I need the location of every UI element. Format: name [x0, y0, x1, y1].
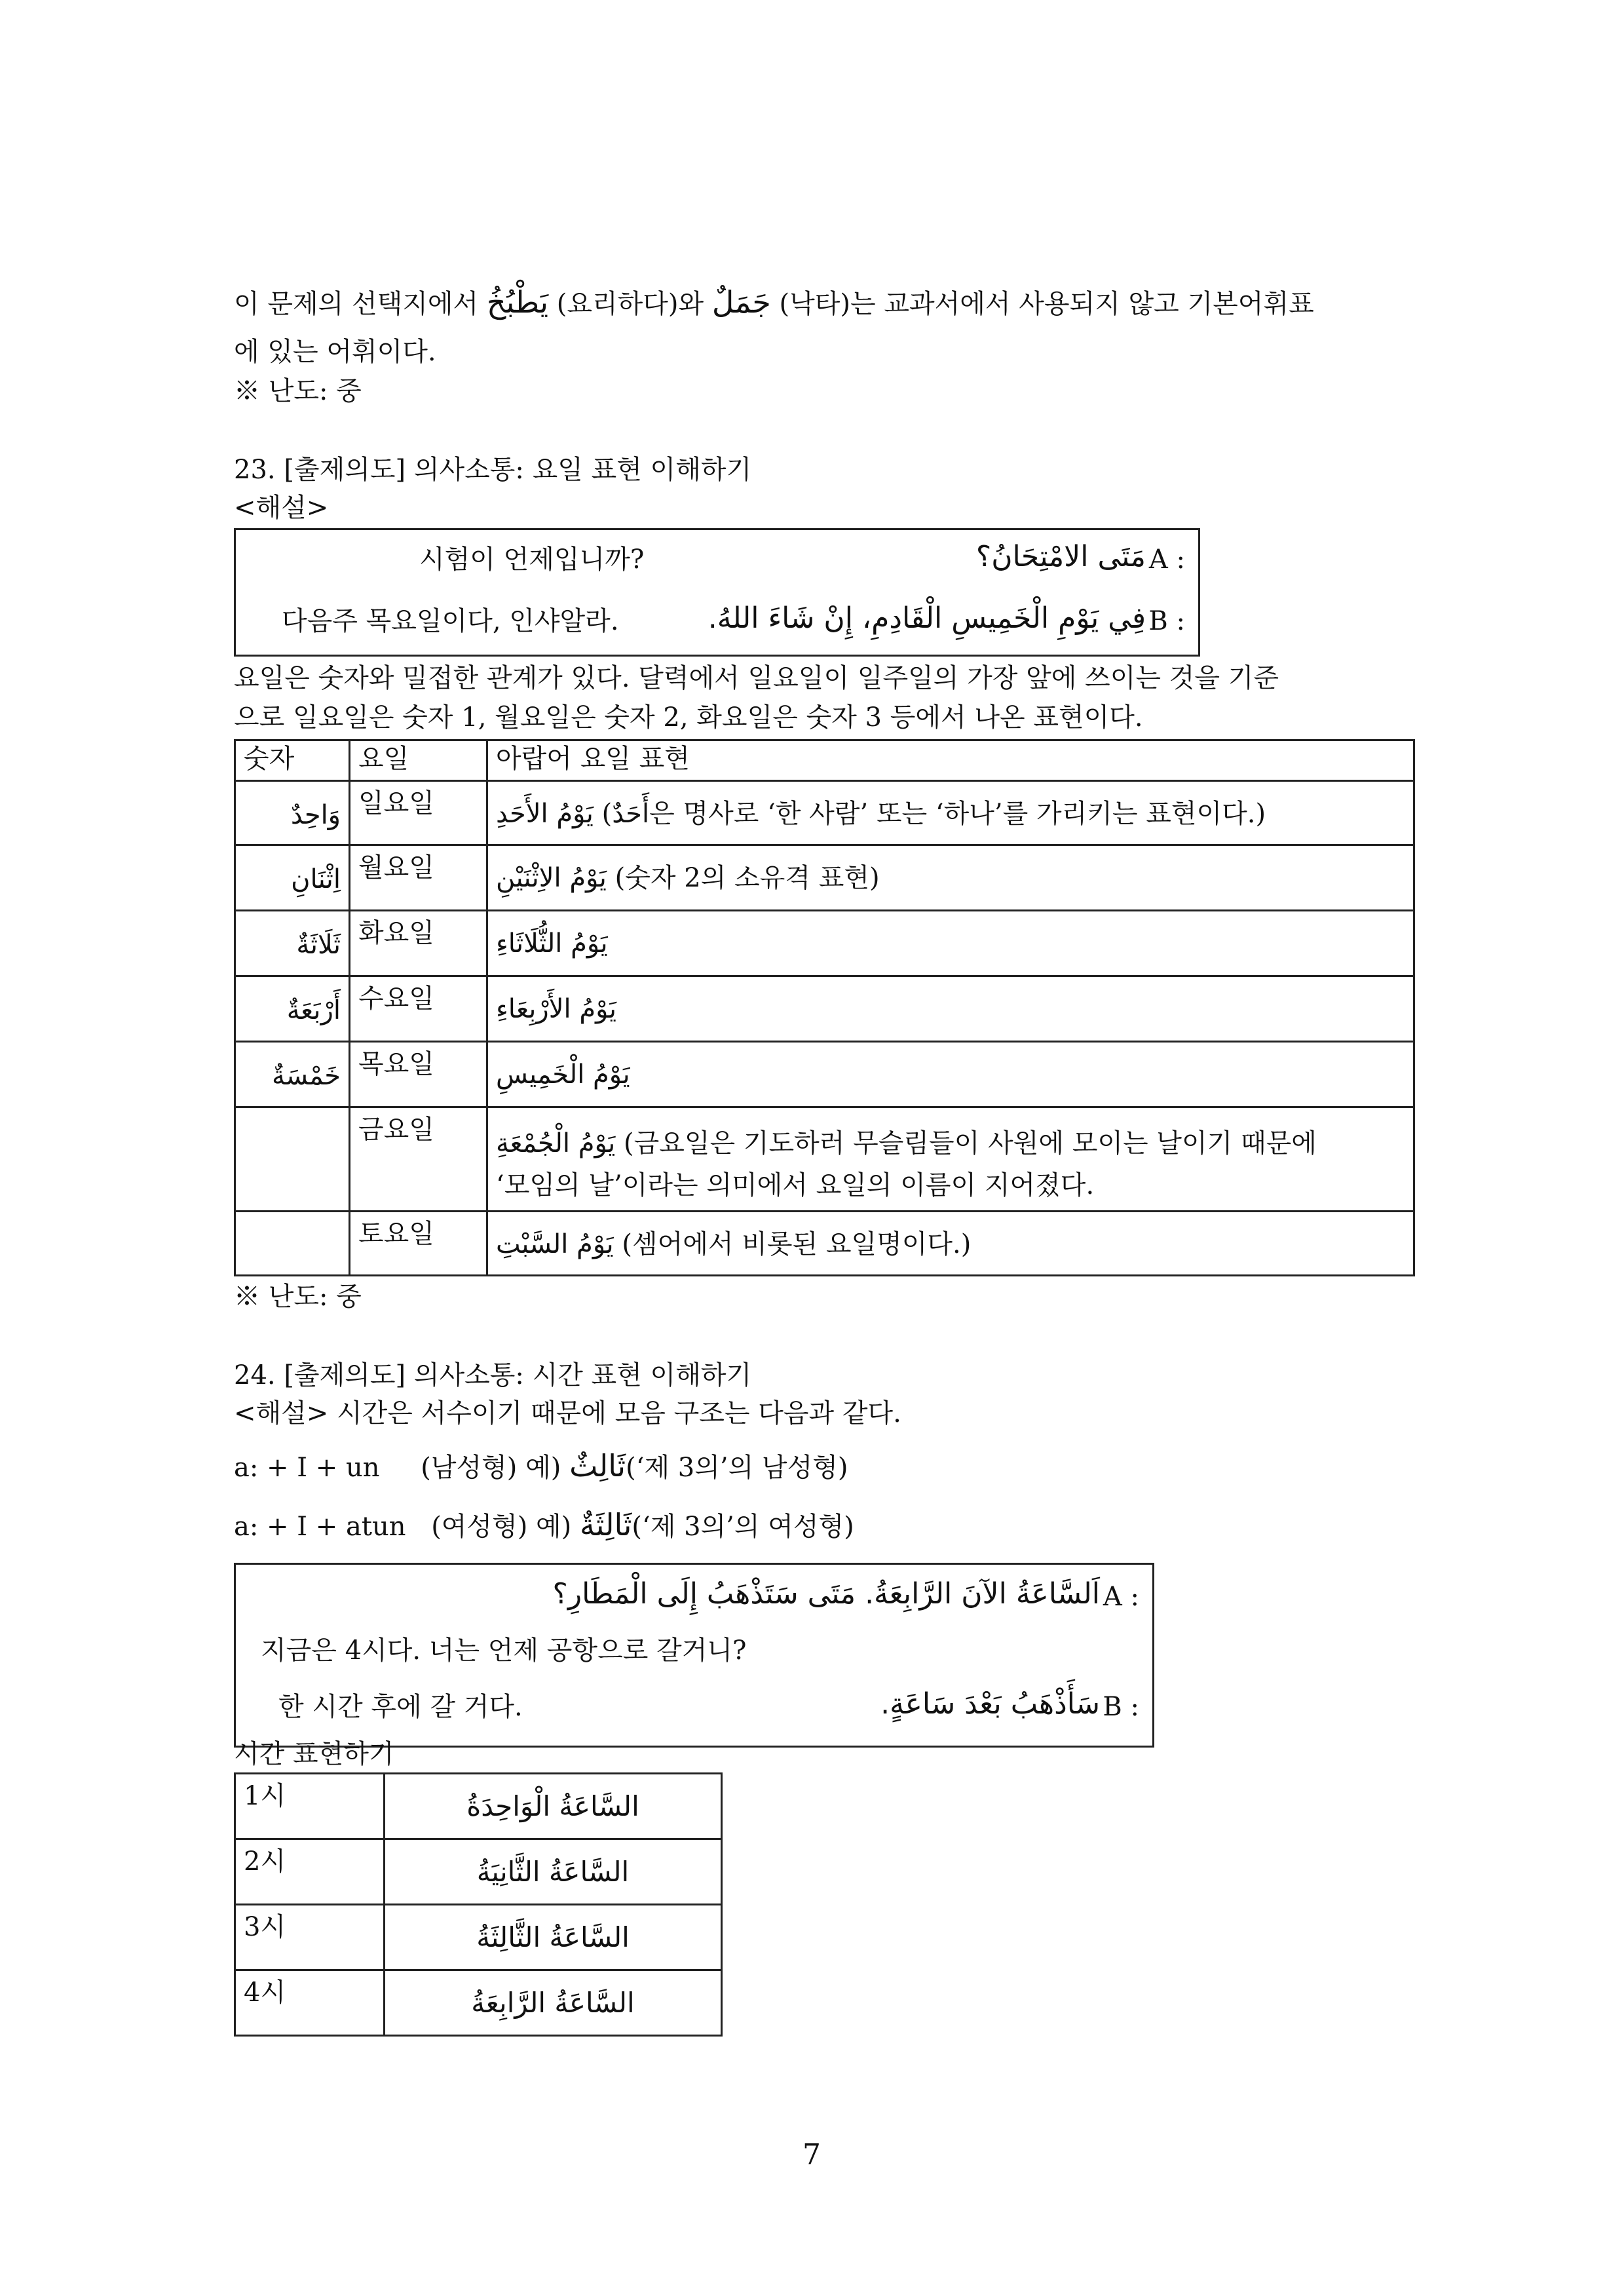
time-arabic: السَّاعَةُ الثَّانِيَةُ [385, 1839, 722, 1905]
number-cell: أَرْبَعَةٌ [235, 976, 350, 1042]
time-table-label: 시간 표현하기 [234, 1739, 394, 1769]
table-header-row [235, 740, 1414, 781]
arabic-word-yatbukhu: يَطْبُخُ [486, 284, 549, 320]
rule-vowel-pattern: a: + I + atun [234, 1512, 406, 1542]
weekday-table [234, 739, 1415, 1276]
q24-label-line: <해설> 시간은 서수이기 때문에 모음 구조는 다음과 같다. [234, 1398, 901, 1428]
q24-dialog-a-speaker: : A [1103, 1582, 1139, 1612]
expression-cell [487, 911, 1414, 976]
time-key: 4시 [235, 1970, 385, 2036]
time-arabic: السَّاعَةُ الرَّابِعَةُ [385, 1970, 722, 2036]
number-cell: ثَلَاثَةٌ [235, 911, 350, 976]
day-cell: 화요일 [350, 911, 487, 976]
expression-cell [487, 1212, 1414, 1276]
day-cell: 일요일 [350, 781, 487, 845]
header-number: 숫자 [235, 740, 350, 781]
q23-dialog-b-speaker: : B [1148, 606, 1185, 636]
intro-difficulty: ※ 난도: 중 [234, 376, 362, 406]
rule-meaning: (‘제 3의’의 여성형) [632, 1512, 854, 1542]
page-number: 7 [803, 2138, 821, 2172]
intro-line-2: 에 있는 어휘이다. [234, 337, 436, 367]
table-row [235, 1970, 722, 2036]
expression-note: (숫자 2의 소유격 표현) [614, 863, 880, 893]
time-key: 3시 [235, 1905, 385, 1970]
intro-line1-mid: (요리하다)와 [556, 289, 704, 319]
arabic-expression: يَوْمُ الْخَمِيسِ [496, 1060, 630, 1090]
time-key: 1시 [235, 1774, 385, 1839]
arabic-expression: يَوْمُ الثُّلَاثَاءِ [496, 928, 608, 959]
intro-line-1 [234, 284, 1314, 322]
q24-rule-masculine [234, 1448, 848, 1485]
q23-dialog-b-ar: فِي يَوْمِ الْخَمِيسِ الْقَادِمِ، إِنْ شَاءَ اللهُ. [708, 602, 1146, 635]
time-arabic: السَّاعَةُ الْوَاحِدَةُ [385, 1774, 722, 1839]
arabic-expression: يَوْمُ الاِثْنَيْنِ [496, 863, 607, 893]
table-row [235, 1212, 1414, 1276]
q23-heading: 23. [출제의도] 의사소통: 요일 표현 이해하기 [234, 455, 752, 485]
expression-cell [487, 1042, 1414, 1107]
q24-dialog-a-ar: اَلسَّاعَةُ الآنَ الرَّابِعَةُ. مَتَى سَتَذْهَبُ إِلَى الْمَطَارِ؟ [552, 1577, 1100, 1611]
q24-dialog-box [234, 1563, 1154, 1748]
arabic-expression: يَوْمُ الْجُمْعَةِ [496, 1128, 616, 1158]
table-row [235, 1774, 722, 1839]
q24-dialog-b-speaker: : B [1103, 1692, 1139, 1722]
header-arabic-expression: 아랍어 요일 표현 [487, 740, 1414, 781]
table-row [235, 1839, 722, 1905]
table-row [235, 911, 1414, 976]
q23-dialog-a-ar: مَتَى الامْتِحَانُ؟ [975, 540, 1146, 573]
rule-vowel-pattern: a: + I + un [234, 1453, 380, 1483]
expression-cell [487, 1107, 1414, 1212]
q23-explain-2: 으로 일요일은 숫자 1, 월요일은 숫자 2, 화요일은 숫자 3 등에서 나온 표현이다. [234, 702, 1143, 733]
q24-dialog-b-ko: 한 시간 후에 갈 거다. [278, 1692, 523, 1722]
expression-note-continued: ‘모임의 날’이라는 의미에서 요일의 이름이 지어졌다. [496, 1170, 1095, 1200]
q23-dialog-a-speaker: : A [1148, 545, 1185, 575]
number-cell [235, 1212, 350, 1276]
rule-arabic-example: ثَالِثَةٌ [580, 1507, 632, 1542]
number-cell: وَاحِدٌ [235, 781, 350, 845]
arabic-expression: يَوْمُ الأَرْبِعَاءِ [496, 994, 616, 1024]
table-row [235, 976, 1414, 1042]
intro-line1-post: (낙타)는 교과서에서 사용되지 않고 기본어휘표 [779, 289, 1314, 319]
q24-rule-feminine [234, 1507, 854, 1544]
time-arabic: السَّاعَةُ الثَّالِثَةُ [385, 1905, 722, 1970]
q23-label: <해설> [234, 493, 329, 523]
day-cell: 수요일 [350, 976, 487, 1042]
expression-note: (금요일은 기도하러 무슬림들이 사원에 모이는 날이기 때문에 [623, 1128, 1317, 1158]
expression-note: (أَحَدٌ은 명사로 ‘한 사람’ 또는 ‘하나’를 가리키는 표현이다.) [601, 799, 1266, 829]
expression-cell [487, 845, 1414, 911]
arabic-expression: يَوْمُ السَّبْتِ [496, 1229, 614, 1259]
table-row [235, 1042, 1414, 1107]
q24-heading: 24. [출제의도] 의사소통: 시간 표현 이해하기 [234, 1360, 752, 1390]
rule-arabic-example: ثَالِثٌ [569, 1448, 626, 1483]
rule-gender: (여성형) 예) [431, 1512, 572, 1542]
time-key: 2시 [235, 1839, 385, 1905]
day-cell: 목요일 [350, 1042, 487, 1107]
expression-cell [487, 781, 1414, 845]
header-day: 요일 [350, 740, 487, 781]
number-cell [235, 1107, 350, 1212]
day-cell: 월요일 [350, 845, 487, 911]
table-row [235, 845, 1414, 911]
q24-dialog-a-ko: 지금은 4시다. 너는 언제 공항으로 갈거니? [261, 1636, 747, 1666]
intro-line1-pre: 이 문제의 선택지에서 [234, 289, 479, 319]
q24-dialog-b-ar: سَأَذْهَبُ بَعْدَ سَاعَةٍ. [880, 1687, 1100, 1721]
q23-dialog-b-ko: 다음주 목요일이다, 인샤알라. [282, 606, 619, 636]
day-cell: 토요일 [350, 1212, 487, 1276]
q23-explain-1: 요일은 숫자와 밀접한 관계가 있다. 달력에서 일요일이 일주일의 가장 앞에 쓰이는 것을 기준 [234, 663, 1279, 693]
arabic-word-jamal: جَمَلٌ [711, 284, 771, 320]
table-row [235, 781, 1414, 845]
rule-gender: (남성형) 예) [421, 1453, 561, 1483]
table-row [235, 1107, 1414, 1212]
day-cell: 금요일 [350, 1107, 487, 1212]
number-cell: خَمْسَةٌ [235, 1042, 350, 1107]
expression-note: (셈어에서 비롯된 요일명이다.) [622, 1229, 972, 1259]
number-cell: اِثْنَانِ [235, 845, 350, 911]
table-row [235, 1905, 722, 1970]
q23-dialog-a-ko: 시험이 언제입니까? [419, 545, 645, 575]
q23-dialog-box [234, 528, 1200, 657]
q23-difficulty: ※ 난도: 중 [234, 1282, 362, 1312]
arabic-expression: يَوْمُ الأَحَدِ [496, 799, 594, 829]
time-table [234, 1772, 723, 2037]
expression-cell [487, 976, 1414, 1042]
rule-meaning: (‘제 3의’의 남성형) [626, 1453, 848, 1483]
